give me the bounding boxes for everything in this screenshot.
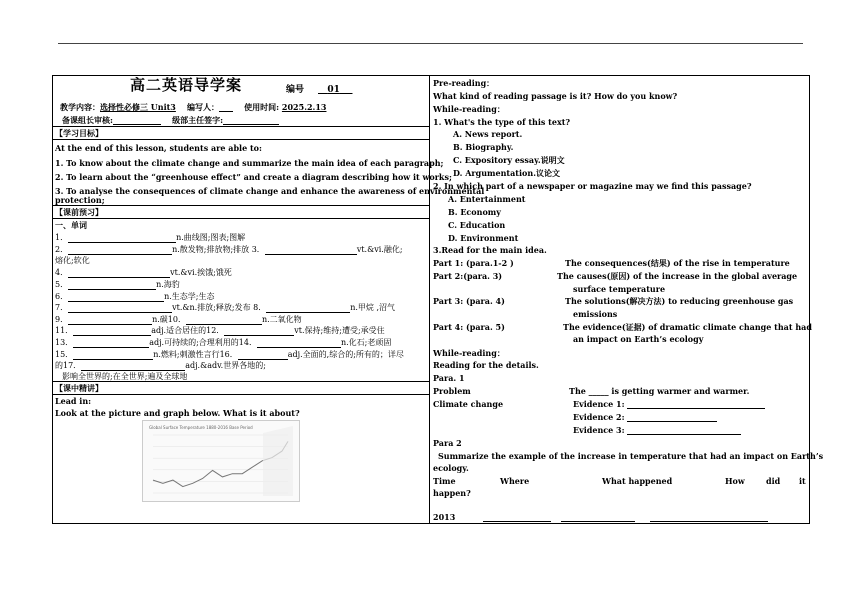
q3: 3.Read for the main idea. xyxy=(433,245,547,255)
part-desc: The consequences(结果) of the rise in temperature xyxy=(565,258,790,268)
answer-blanks xyxy=(483,512,768,522)
vocab-line: 1． n.曲线图;图表;图解 xyxy=(55,233,246,242)
preview-heading: 【课前预习】 xyxy=(55,207,103,217)
class-heading: 【课中精讲】 xyxy=(55,383,103,393)
q1-option: D. Argumentation.议论文 xyxy=(453,168,560,178)
para1-heading: Para. 1 xyxy=(433,373,465,383)
col-time: Time xyxy=(433,476,456,486)
q2: 2. In which part of a newspaper or magazine may we find this passage? xyxy=(433,181,752,191)
goal-item: protection; xyxy=(55,195,105,205)
rule xyxy=(52,139,429,140)
vocab-line: 6． n.生态学;生态 xyxy=(55,292,215,301)
rule xyxy=(52,126,429,127)
vocab-line: 9． n.碳10． n.二氧化物 xyxy=(55,315,302,324)
top-rule xyxy=(58,43,803,44)
rule xyxy=(52,218,429,219)
content-line: 教学内容：选择性必修三 Unit3 编写人： 使用时间: 2025.2.13 xyxy=(60,102,327,112)
problem-text: The _____ is getting warmer and warmer. xyxy=(569,386,750,396)
col-what: What happened xyxy=(602,476,673,486)
vocab-line: 熔化;软化 xyxy=(55,256,90,265)
signature-line: 备课组长审核: 级部主任签字: xyxy=(62,115,279,125)
vocab-line: 11． adj.适合居住的12． vt.保持;维持;遭受;承受住 xyxy=(55,326,385,335)
q2-option: A. Entertainment xyxy=(448,194,526,204)
goals-heading: 【学习目标】 xyxy=(55,128,103,138)
page-title: 高二英语导学案 xyxy=(130,76,243,94)
evidence-line: Evidence 1: xyxy=(573,399,765,409)
q1: 1. What's the type of this text? xyxy=(433,117,571,127)
vocab-heading: 一、单词 xyxy=(55,220,87,230)
part-label: Part 4: (para. 5) xyxy=(433,322,505,332)
number-value: 01 xyxy=(327,85,340,95)
q1-option: B. Biography. xyxy=(453,142,514,152)
while-reading-2: While-reading： xyxy=(433,348,505,358)
vocab-line: 的17． adj.&adv.世界各地的; xyxy=(55,361,266,370)
details-heading: Reading for the details. xyxy=(433,360,539,370)
rule xyxy=(52,394,429,395)
rule xyxy=(52,205,429,206)
part-desc: The causes(原因) of the increase in the global average xyxy=(557,271,798,281)
while-reading: While-reading： xyxy=(433,104,505,114)
part-desc2: an impact on Earth’s ecology xyxy=(573,334,704,344)
climate-label: Climate change xyxy=(433,399,504,409)
evidence-line: Evidence 2: xyxy=(573,412,717,422)
kind-question: What kind of reading passage is it? How do you know? xyxy=(433,91,678,101)
q1-option: C. Expository essay.说明文 xyxy=(453,155,565,165)
col-did: did xyxy=(766,476,781,486)
vocab-line: 5． n.海豹 xyxy=(55,280,180,289)
lead-question: Look at the picture and graph below. What is it about? xyxy=(55,408,300,418)
col-how: How xyxy=(725,476,745,486)
goal-item: 2. To learn about the “greenhouse effect” and create a diagram describing how it works; xyxy=(55,172,452,182)
col-where: Where xyxy=(500,476,530,486)
goals-intro: At the end of this lesson, students are able to: xyxy=(55,143,262,153)
temperature-chart xyxy=(143,421,299,501)
vocab-line: 13． adj.可持续的;合理利用的14． n.化石;老顽固 xyxy=(55,338,392,347)
evidence-line: Evidence 3: xyxy=(573,425,741,435)
q2-option: B. Economy xyxy=(448,207,501,217)
q2-option: C. Education xyxy=(448,220,506,230)
column-divider xyxy=(429,75,430,524)
part-desc2: emissions xyxy=(573,309,618,319)
chart-title: Global Surface Temperature 1880-2016 Base Period xyxy=(149,425,253,430)
col-happen: happen? xyxy=(433,488,471,498)
problem-label: Problem xyxy=(433,386,471,396)
vocab-line: 影响全世界的;在全世界;遍及全球地 xyxy=(62,372,188,381)
pre-reading: Pre-reading： xyxy=(433,78,495,88)
part-desc: The evidence(证据) of dramatic climate change that had xyxy=(563,322,812,332)
para2-heading: Para 2 xyxy=(433,438,462,448)
vocab-line: 4． vt.&vi.挨饿;饿死 xyxy=(55,268,232,277)
part-label: Part 3: (para. 4) xyxy=(433,296,505,306)
part-label: Part 2:(para. 3) xyxy=(433,271,503,281)
rule xyxy=(52,381,429,382)
para2-text: Summarize the example of the increase in temperature that had an impact on Earth’s xyxy=(438,451,824,461)
part-desc: The solutions(解决方法) to reducing greenhouse gas xyxy=(565,296,794,306)
part-desc2: surface temperature xyxy=(573,284,666,294)
part-label: Part 1: (para.1-2 ) xyxy=(433,258,514,268)
vocab-line: 15． n.燃料;刺激性言行16． adj.全面的,综合的;所有的；详尽 xyxy=(55,350,404,359)
goal-item: 1. To know about the climate change and summarize the main idea of each paragraph; xyxy=(55,158,444,168)
goal-item: 3. To analyse the consequences of climate change and enhance the awareness of environmental xyxy=(55,186,485,196)
para2-text: ecology. xyxy=(433,463,469,473)
photo-shadow xyxy=(263,426,293,496)
row-year: 2013 xyxy=(433,512,456,522)
vocab-line: 2． n.散发物;排放物;排放 3． vt.&vi.融化; xyxy=(55,245,403,254)
vocab-line: 7． vt.&n.排放;释放;发布 8． n.甲烷 ,沼气 xyxy=(55,303,395,312)
lead-in: Lead in: xyxy=(55,396,92,406)
temperature-graph xyxy=(142,420,300,502)
q2-option: D. Environment xyxy=(448,233,519,243)
number-label: 编号 xyxy=(286,85,305,95)
col-it: it xyxy=(799,476,806,486)
q1-option: A. News report. xyxy=(453,129,523,139)
